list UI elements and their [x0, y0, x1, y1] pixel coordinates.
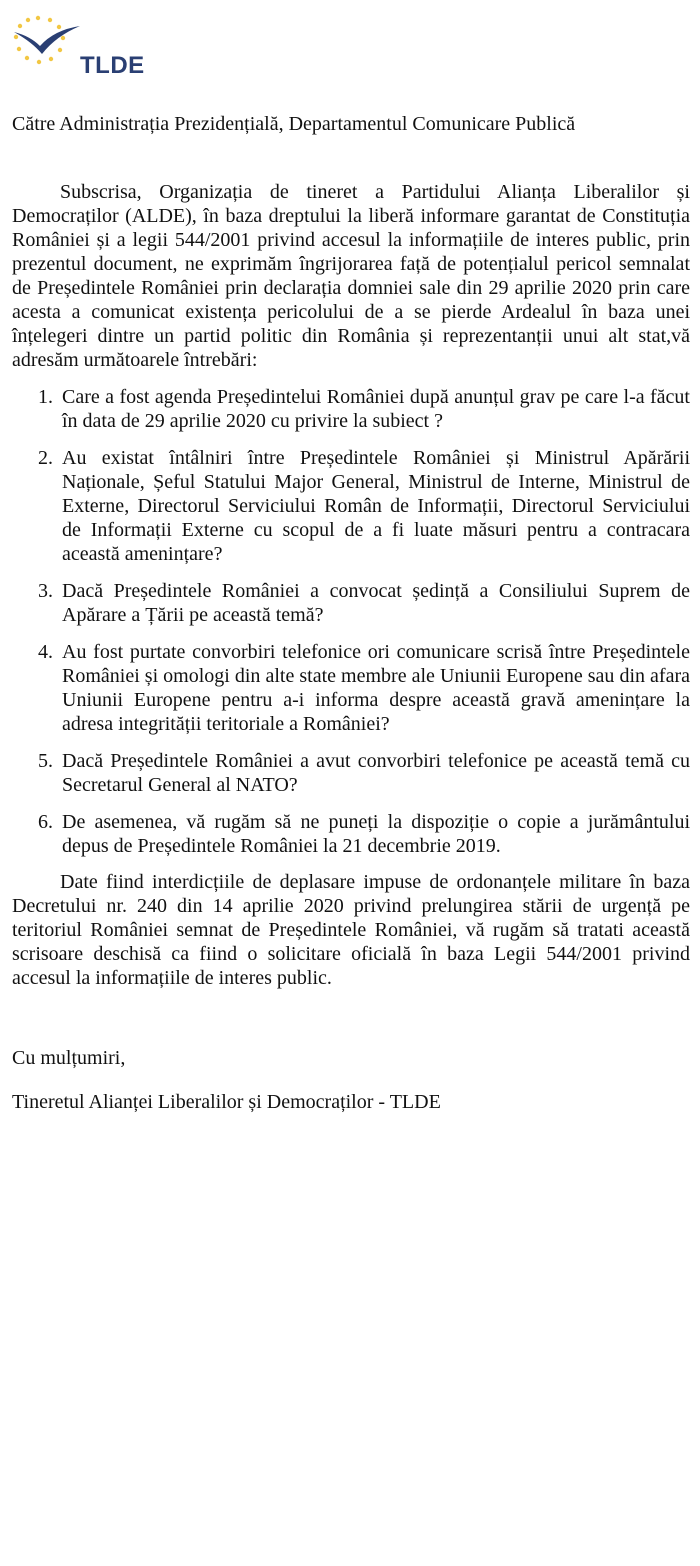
list-item-number: 5.	[38, 750, 53, 772]
list-item	[12, 810, 690, 858]
letter-body	[12, 112, 690, 1114]
list-item-number: 3.	[38, 580, 53, 602]
list-item-text: De asemenea, vă rugăm să ne puneți la dispoziție o copie a jurământului depus de Președintele României la 21 decembrie 2019.	[62, 811, 690, 857]
list-item	[12, 749, 690, 797]
list-item-text: Dacă Președintele României a convocat ședință a Consiliului Suprem de Apărare a Țării pe această temă?	[62, 580, 690, 626]
list-item-number: 4.	[38, 641, 53, 663]
list-item-text: Dacă Președintele României a avut convorbiri telefonice pe această temă cu Secretarul General al NATO?	[62, 750, 690, 796]
list-item-number: 6.	[38, 811, 53, 833]
eu-stars-bird-icon	[10, 12, 82, 76]
recipient-line: Către Administrația Prezidențială, Departamentul Comunicare Publică	[12, 113, 576, 135]
list-item-text: Au existat întâlniri între Președintele României și Ministrul Apărării Naționale, Șeful Statului Major General, Ministrul de Interne, Ministrul de Externe, Directorul Serviciului Român de Informații, Directorul Serviciului de Informații Externe cu scopul de a fi luate măsuri pentru a contracara această amenințare?	[62, 447, 690, 565]
list-item	[12, 446, 690, 566]
tlde-logo	[10, 12, 150, 79]
questions-list	[12, 385, 690, 858]
list-item-number: 2.	[38, 447, 53, 469]
list-item-text: Au fost purtate convorbiri telefonice ori comunicare scrisă între Președintele României și omologi din alte state membre ale Uniunii Europene sau din afara Uniunii Europene pentru a-i informa despre această gravă amenințare la adresa integrității teritoriale a României?	[62, 641, 690, 735]
thanks-line: Cu mulțumiri,	[12, 1047, 126, 1069]
closing-paragraph: Date fiind interdicțiile de deplasare impuse de ordonanțele militare în baza Decretului nr. 240 din 14 aprilie 2020 privind prelungirea stării de urgență pe teritoriul României semnat de Președintele României, vă rugăm să tratati această scrisoare deschisă ca fiind o solicitare oficială în baza Legii 544/2001 privind accesul la informațiile de interes public.	[12, 871, 690, 989]
signature-line: Tineretul Alianței Liberalilor și Democraților - TLDE	[12, 1091, 441, 1113]
list-item-number: 1.	[38, 386, 53, 408]
intro-paragraph: Subscrisa, Organizația de tineret a Partidului Alianța Liberalilor și Democraților (ALDE), în baza dreptului la liberă informare garantat de Constituția României și a legii 544/2001 privind accesul la informațiile de interes public, prin prezentul document, ne exprimăm îngrijorarea față de potențialul pericol semnalat de Președintele României prin declarația domniei sale din 29 aprilie 2020 prin care acesta a comunicat existența pericolului de a se pierde Ardealul în baza unei înțelegeri dintre un partid politic din România și reprezentanții unui alt stat,vă adresăm următoarele întrebări:	[12, 181, 690, 371]
list-item	[12, 385, 690, 433]
list-item	[12, 640, 690, 736]
logo-text: TLDE	[80, 52, 145, 79]
list-item	[12, 579, 690, 627]
list-item-text: Care a fost agenda Președintelui României după anunțul grav pe care l-a făcut în data de 29 aprilie 2020 cu privire la subiect ?	[62, 386, 690, 432]
